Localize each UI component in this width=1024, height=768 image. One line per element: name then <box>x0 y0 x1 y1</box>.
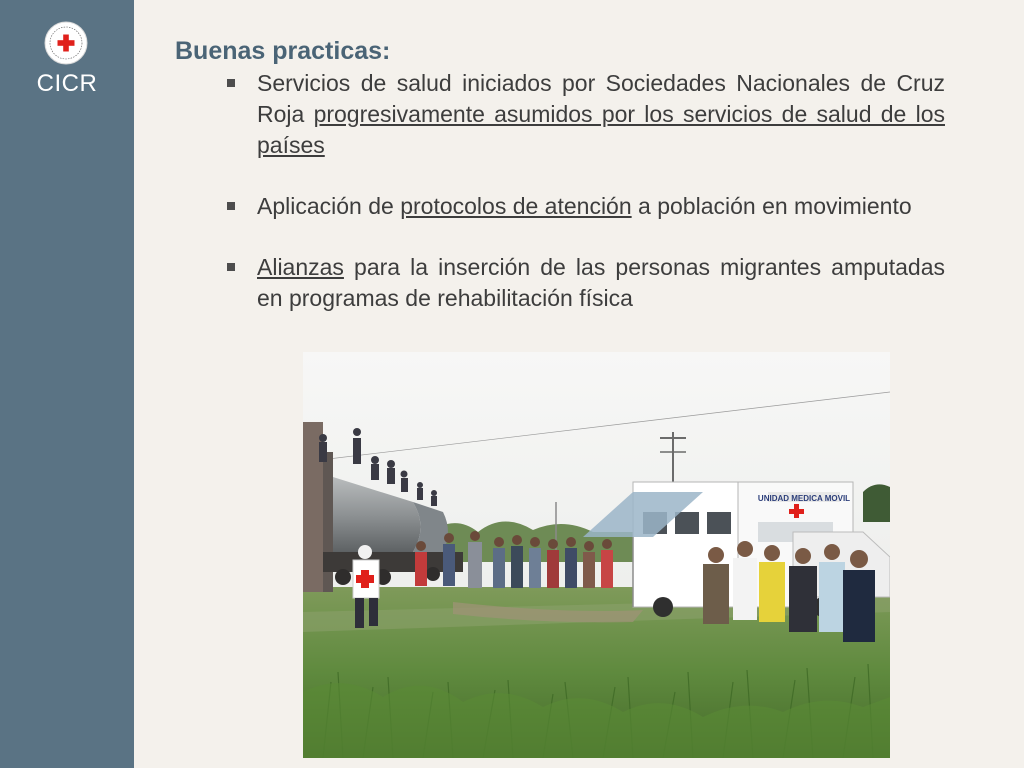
bullet-list <box>225 68 945 344</box>
bullet-underlined-text: progresivamente asumidos por los servicios de salud de los países <box>257 101 945 158</box>
bullet-text: Servicios de salud iniciados por Sociedades Nacionales de Cruz Roja <box>257 70 945 127</box>
org-name: CICR <box>36 70 98 97</box>
bullet-text: a población en movimiento <box>631 193 912 219</box>
bullet-underlined-text: protocolos de atención <box>400 193 632 219</box>
square-bullet-icon <box>227 79 235 87</box>
slide-title: Buenas practicas: <box>175 37 391 65</box>
square-bullet-icon <box>227 263 235 271</box>
bullet-text: para la inserción de las personas migrantes amputadas en programas de rehabilitación física <box>257 254 945 311</box>
vehicle-text: UNIDAD MEDICA MOVIL <box>757 494 851 503</box>
bullet-text: Aplicación de <box>257 193 401 219</box>
square-bullet-icon <box>227 202 235 210</box>
bullet-underlined-text: Alianzas <box>257 254 344 280</box>
red-cross-emblem-icon <box>44 21 88 65</box>
bullet-item <box>225 68 945 161</box>
bullet-item <box>225 252 945 314</box>
bullet-item <box>225 191 945 222</box>
sidebar <box>0 0 134 768</box>
photo-train-and-medical-unit <box>303 352 890 758</box>
